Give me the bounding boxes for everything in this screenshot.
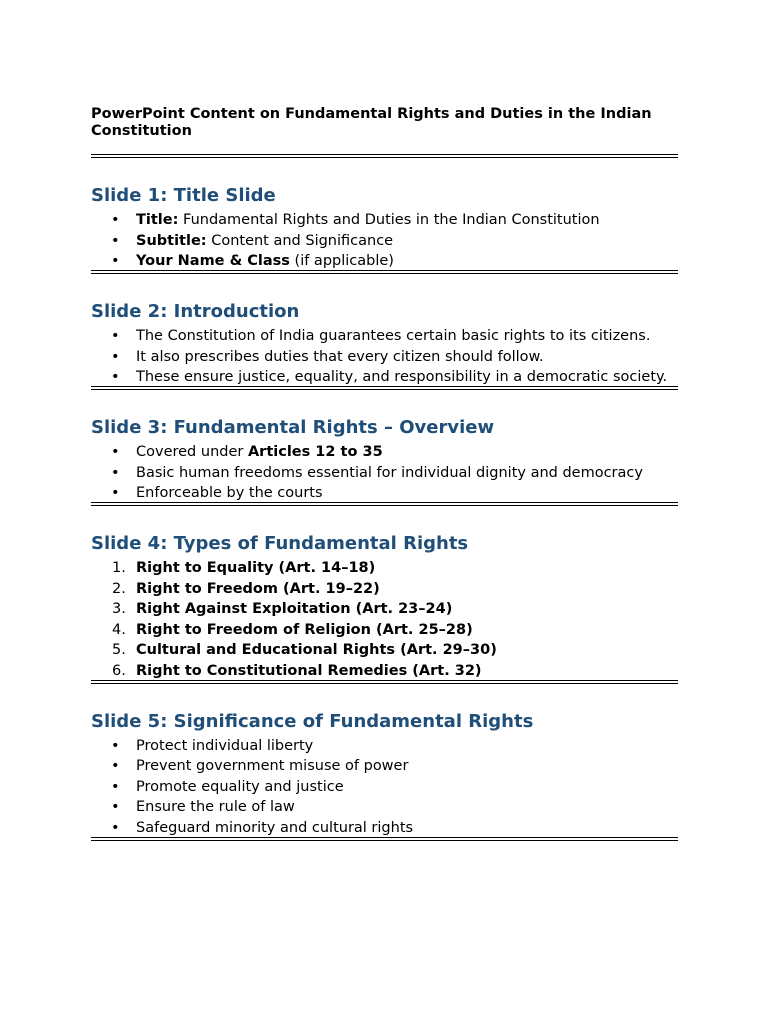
slide-1-list: [91, 211, 678, 270]
slide-3-heading: Slide 3: Fundamental Rights – Overview: [91, 417, 495, 438]
list-item: [91, 484, 678, 502]
slide-4-list: [91, 559, 678, 680]
list-item: [91, 368, 678, 386]
item-label: Title:: [136, 212, 179, 228]
divider-rule: [91, 837, 678, 841]
list-item: [91, 641, 678, 659]
list-item: [91, 464, 678, 482]
bullet-icon: •: [111, 232, 120, 249]
item-label: Right to Freedom (Art. 19–22): [136, 580, 380, 597]
bullet-icon: •: [111, 758, 120, 774]
slide-2-section: [91, 274, 678, 386]
list-item: [91, 778, 678, 796]
item-label: Subtitle:: [136, 232, 207, 249]
list-item: [91, 348, 678, 366]
list-item: [91, 232, 678, 250]
item-text: Content and Significance: [206, 232, 394, 249]
bullet-icon: •: [111, 328, 120, 344]
list-item: [91, 443, 678, 461]
bullet-icon: •: [111, 464, 120, 481]
item-text: Covered under: [136, 444, 248, 460]
list-item: [91, 252, 678, 270]
item-text: Enforceable by the courts: [136, 485, 323, 501]
list-item: [91, 757, 678, 775]
item-text: Basic human freedoms essential for individual dignity and democracy: [136, 464, 643, 481]
item-text: Ensure the rule of law: [136, 799, 295, 815]
list-item: [91, 211, 678, 229]
item-label: Your Name & Class: [136, 253, 290, 269]
slide-1-heading: Slide 1: Title Slide: [91, 185, 276, 206]
slide-1-section: [91, 158, 678, 270]
item-label: Right to Freedom of Religion (Art. 25–28): [136, 621, 473, 638]
item-text: Protect individual liberty: [136, 737, 314, 754]
item-text: Promote equality and justice: [136, 778, 344, 795]
list-item: [91, 737, 678, 755]
item-text: Prevent government misuse of power: [136, 758, 409, 774]
item-text: Fundamental Rights and Duties in the Indian Constitution: [178, 212, 600, 228]
list-item: [91, 600, 678, 618]
item-label: Cultural and Educational Rights (Art. 29–30): [136, 642, 497, 658]
list-number: 4.: [112, 621, 126, 638]
list-number: 3.: [112, 601, 126, 617]
bullet-icon: •: [111, 485, 120, 501]
list-number: 2.: [112, 580, 126, 597]
list-item: [91, 327, 678, 345]
list-item: [91, 621, 678, 639]
document-body: [91, 106, 678, 841]
slide-4-section: [91, 506, 678, 680]
list-item: [91, 662, 678, 680]
item-text: (if applicable): [289, 253, 394, 269]
item-text: It also prescribes duties that every citizen should follow.: [136, 348, 544, 365]
list-item: [91, 819, 678, 837]
item-text: The Constitution of India guarantees certain basic rights to its citizens.: [136, 328, 651, 344]
list-item: [91, 798, 678, 816]
item-label: Right Against Exploitation (Art. 23–24): [136, 601, 453, 617]
list-number: 6.: [112, 662, 126, 679]
slide-4-heading: Slide 4: Types of Fundamental Rights: [91, 533, 469, 554]
bullet-icon: •: [111, 799, 120, 815]
document-title: PowerPoint Content on Fundamental Rights and Duties in the Indian Constitution: [91, 106, 652, 139]
list-number: 1.: [112, 560, 126, 576]
bullet-icon: •: [111, 737, 120, 754]
slide-5-list: [91, 737, 678, 837]
bullet-icon: •: [111, 819, 120, 836]
slide-2-list: [91, 327, 678, 386]
item-text: These ensure justice, equality, and responsibility in a democratic society.: [136, 369, 668, 385]
item-label: Articles 12 to 35: [247, 444, 383, 460]
slide-2-heading: Slide 2: Introduction: [91, 301, 300, 322]
bullet-icon: •: [111, 444, 120, 460]
list-number: 5.: [112, 642, 126, 658]
item-label: Right to Equality (Art. 14–18): [136, 560, 376, 576]
slide-5-heading: Slide 5: Significance of Fundamental Rights: [91, 710, 534, 732]
bullet-icon: •: [111, 778, 120, 795]
bullet-icon: •: [111, 369, 120, 385]
bullet-icon: •: [111, 253, 120, 269]
list-item: [91, 559, 678, 577]
item-text: Safeguard minority and cultural rights: [136, 819, 414, 836]
slide-3-section: [91, 390, 678, 502]
slide-5-section: [91, 684, 678, 837]
list-item: [91, 580, 678, 598]
bullet-icon: •: [111, 212, 120, 228]
slide-3-list: [91, 443, 678, 502]
bullet-icon: •: [111, 348, 120, 365]
item-label: Right to Constitutional Remedies (Art. 32): [136, 662, 482, 679]
